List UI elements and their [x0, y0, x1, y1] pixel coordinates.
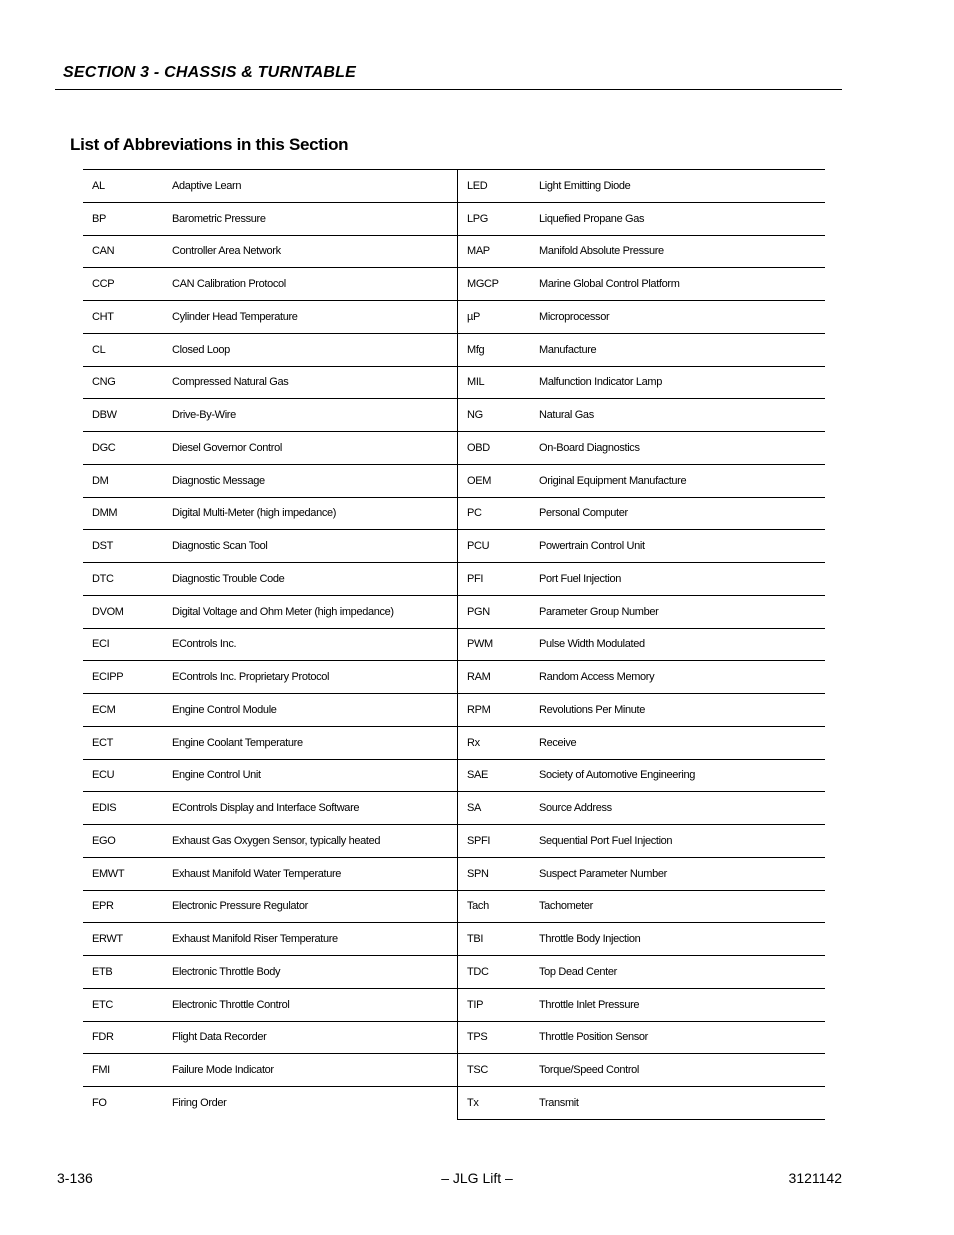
table-row [83, 792, 825, 825]
abbreviation-definition: Diesel Governor Control [172, 432, 458, 465]
abbreviation-term: SAE [458, 759, 540, 792]
abbreviation-definition: Liquefied Propane Gas [539, 202, 825, 235]
abbreviation-definition: Personal Computer [539, 497, 825, 530]
abbreviation-definition: EControls Inc. [172, 628, 458, 661]
abbreviation-term: Mfg [458, 333, 540, 366]
abbreviation-term: EDIS [83, 792, 172, 825]
abbreviation-term: EPR [83, 890, 172, 923]
abbreviation-definition: Electronic Throttle Control [172, 988, 458, 1021]
abbreviation-definition: Electronic Pressure Regulator [172, 890, 458, 923]
abbreviation-term: EMWT [83, 857, 172, 890]
abbreviation-term: NG [458, 399, 540, 432]
abbreviation-definition: Throttle Position Sensor [539, 1021, 825, 1054]
abbreviation-definition: Port Fuel Injection [539, 563, 825, 596]
abbreviation-definition: Manifold Absolute Pressure [539, 235, 825, 268]
table-row [83, 694, 825, 727]
abbreviation-term: PC [458, 497, 540, 530]
abbreviation-term: DGC [83, 432, 172, 465]
table-row [83, 268, 825, 301]
abbreviation-definition: Exhaust Gas Oxygen Sensor, typically heated [172, 825, 458, 858]
abbreviation-term: PWM [458, 628, 540, 661]
abbreviation-term: MIL [458, 366, 540, 399]
abbreviation-definition: Drive-By-Wire [172, 399, 458, 432]
abbreviation-definition: Throttle Inlet Pressure [539, 988, 825, 1021]
table-row [83, 825, 825, 858]
abbreviation-definition: On-Board Diagnostics [539, 432, 825, 465]
abbreviation-term: µP [458, 301, 540, 334]
abbreviation-definition: Closed Loop [172, 333, 458, 366]
abbreviation-term: RAM [458, 661, 540, 694]
table-row [83, 890, 825, 923]
abbreviation-definition: Digital Voltage and Ohm Meter (high impedance) [172, 595, 458, 628]
abbreviation-definition: Exhaust Manifold Water Temperature [172, 857, 458, 890]
abbreviation-term: TIP [458, 988, 540, 1021]
table-row [83, 497, 825, 530]
table-row [83, 170, 825, 203]
abbreviation-term: TBI [458, 923, 540, 956]
abbreviation-definition: Top Dead Center [539, 956, 825, 989]
footer-publisher: – JLG Lift – [441, 1170, 513, 1186]
abbreviation-definition: Tachometer [539, 890, 825, 923]
table-row [83, 366, 825, 399]
table-row [83, 595, 825, 628]
table-row [83, 988, 825, 1021]
abbreviation-term: ETC [83, 988, 172, 1021]
abbreviation-term: SA [458, 792, 540, 825]
abbreviations-table-body [83, 170, 825, 1120]
abbreviation-term: DVOM [83, 595, 172, 628]
table-row [83, 563, 825, 596]
abbreviation-term: AL [83, 170, 172, 203]
abbreviation-term: DST [83, 530, 172, 563]
abbreviation-definition: Revolutions Per Minute [539, 694, 825, 727]
abbreviation-definition: Cylinder Head Temperature [172, 301, 458, 334]
abbreviation-term: PGN [458, 595, 540, 628]
abbreviation-term: DMM [83, 497, 172, 530]
abbreviation-term: DBW [83, 399, 172, 432]
document-number: 3121142 [788, 1170, 842, 1186]
abbreviation-term: ECT [83, 726, 172, 759]
table-row [83, 661, 825, 694]
abbreviation-term: PCU [458, 530, 540, 563]
abbreviation-term: EGO [83, 825, 172, 858]
abbreviation-term: DM [83, 464, 172, 497]
abbreviation-definition: Barometric Pressure [172, 202, 458, 235]
table-row [83, 301, 825, 334]
abbreviation-term: Tach [458, 890, 540, 923]
abbreviation-term: TDC [458, 956, 540, 989]
abbreviation-term: CAN [83, 235, 172, 268]
abbreviation-term: ETB [83, 956, 172, 989]
abbreviation-definition: Receive [539, 726, 825, 759]
table-row [83, 1087, 825, 1120]
abbreviation-term: ECI [83, 628, 172, 661]
table-row [83, 333, 825, 366]
abbreviation-term: TSC [458, 1054, 540, 1087]
abbreviation-definition: Controller Area Network [172, 235, 458, 268]
abbreviation-definition: Diagnostic Message [172, 464, 458, 497]
abbreviation-term: MAP [458, 235, 540, 268]
table-row [83, 923, 825, 956]
abbreviation-definition: Diagnostic Scan Tool [172, 530, 458, 563]
abbreviation-definition: Exhaust Manifold Riser Temperature [172, 923, 458, 956]
abbreviation-term: FMI [83, 1054, 172, 1087]
abbreviation-term: SPN [458, 857, 540, 890]
abbreviation-definition: Transmit [539, 1087, 825, 1120]
abbreviation-definition: Malfunction Indicator Lamp [539, 366, 825, 399]
abbreviation-term: TPS [458, 1021, 540, 1054]
abbreviation-definition: CAN Calibration Protocol [172, 268, 458, 301]
abbreviation-term: CNG [83, 366, 172, 399]
abbreviation-term: ERWT [83, 923, 172, 956]
page-number: 3-136 [57, 1170, 93, 1186]
table-row [83, 432, 825, 465]
abbreviation-definition: Marine Global Control Platform [539, 268, 825, 301]
table-row [83, 628, 825, 661]
abbreviation-definition: Firing Order [172, 1087, 458, 1120]
table-row [83, 759, 825, 792]
abbreviation-term: RPM [458, 694, 540, 727]
abbreviation-term: SPFI [458, 825, 540, 858]
abbreviation-definition: Society of Automotive Engineering [539, 759, 825, 792]
table-row [83, 235, 825, 268]
abbreviation-definition: Compressed Natural Gas [172, 366, 458, 399]
table-row [83, 726, 825, 759]
abbreviation-term: LED [458, 170, 540, 203]
abbreviation-term: Rx [458, 726, 540, 759]
table-row [83, 956, 825, 989]
abbreviation-term: DTC [83, 563, 172, 596]
abbreviation-definition: Torque/Speed Control [539, 1054, 825, 1087]
abbreviation-term: ECIPP [83, 661, 172, 694]
section-header: SECTION 3 - CHASSIS & TURNTABLE [63, 64, 357, 81]
abbreviation-term: BP [83, 202, 172, 235]
abbreviation-definition: Manufacture [539, 333, 825, 366]
abbreviation-definition: Original Equipment Manufacture [539, 464, 825, 497]
header-divider [55, 89, 842, 90]
abbreviation-term: Tx [458, 1087, 540, 1120]
abbreviation-definition: Engine Coolant Temperature [172, 726, 458, 759]
table-row [83, 530, 825, 563]
abbreviation-definition: Microprocessor [539, 301, 825, 334]
abbreviation-term: OBD [458, 432, 540, 465]
abbreviation-term: CL [83, 333, 172, 366]
table-row [83, 399, 825, 432]
abbreviation-definition: Engine Control Unit [172, 759, 458, 792]
table-row [83, 857, 825, 890]
abbreviation-definition: Engine Control Module [172, 694, 458, 727]
abbreviation-term: ECU [83, 759, 172, 792]
page-title: List of Abbreviations in this Section [70, 135, 349, 154]
abbreviation-definition: Adaptive Learn [172, 170, 458, 203]
abbreviation-term: CCP [83, 268, 172, 301]
abbreviation-definition: Throttle Body Injection [539, 923, 825, 956]
abbreviation-definition: Electronic Throttle Body [172, 956, 458, 989]
abbreviation-term: FO [83, 1087, 172, 1120]
abbreviation-definition: Digital Multi-Meter (high impedance) [172, 497, 458, 530]
abbreviation-definition: Flight Data Recorder [172, 1021, 458, 1054]
abbreviation-definition: Random Access Memory [539, 661, 825, 694]
table-row [83, 464, 825, 497]
abbreviation-term: ECM [83, 694, 172, 727]
abbreviation-definition: Diagnostic Trouble Code [172, 563, 458, 596]
abbreviation-definition: Failure Mode Indicator [172, 1054, 458, 1087]
abbreviation-definition: Natural Gas [539, 399, 825, 432]
abbreviation-definition: EControls Display and Interface Software [172, 792, 458, 825]
abbreviation-definition: Suspect Parameter Number [539, 857, 825, 890]
abbreviation-definition: Sequential Port Fuel Injection [539, 825, 825, 858]
abbreviation-term: FDR [83, 1021, 172, 1054]
abbreviation-definition: EControls Inc. Proprietary Protocol [172, 661, 458, 694]
abbreviation-definition: Source Address [539, 792, 825, 825]
abbreviation-term: LPG [458, 202, 540, 235]
abbreviation-term: PFI [458, 563, 540, 596]
abbreviation-term: CHT [83, 301, 172, 334]
abbreviation-definition: Powertrain Control Unit [539, 530, 825, 563]
table-row [83, 1054, 825, 1087]
table-row [83, 1021, 825, 1054]
table-row [83, 202, 825, 235]
abbreviation-definition: Light Emitting Diode [539, 170, 825, 203]
abbreviation-definition: Pulse Width Modulated [539, 628, 825, 661]
abbreviation-term: OEM [458, 464, 540, 497]
abbreviation-definition: Parameter Group Number [539, 595, 825, 628]
abbreviations-table [83, 169, 825, 1120]
abbreviation-term: MGCP [458, 268, 540, 301]
